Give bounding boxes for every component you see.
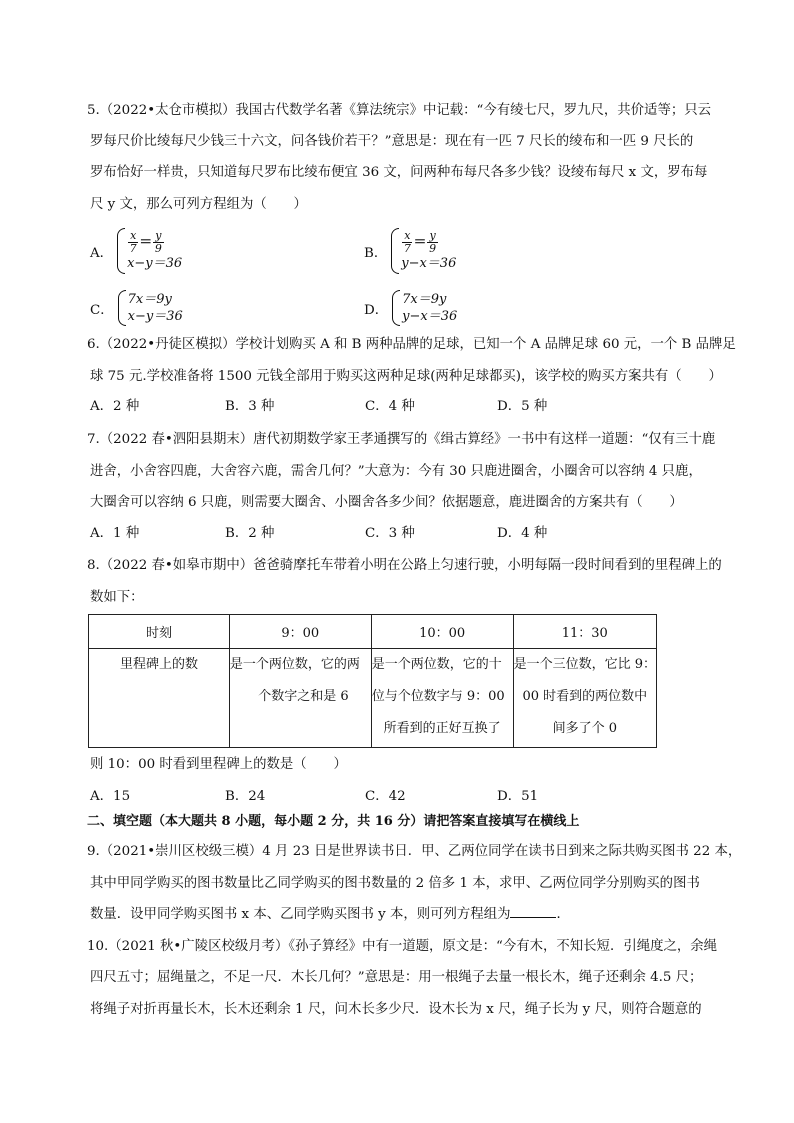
q5-line-3: 罗布恰好一样贵，只知道每尺罗布比绫布便宜 36 文，问两种布每尺各多少钱？设绫布每尺 x 文，罗布每 — [90, 165, 708, 180]
equation-1: $\frac{x}{7}$ ＝ $\frac{y}{9}$ — [129, 229, 162, 255]
q9-line-1: 9.（2021•崇川区校级三模）4 月 23 日是世界读书日．甲、乙两位同学在读书日到来之际共购买图书 22 本， — [87, 844, 742, 859]
table-header: 9：00 — [229, 615, 371, 649]
option-label: A． — [90, 245, 114, 261]
table-cell: 是一个三位数，它比 9： 00 时看到的两位数中 间多了个 0 — [513, 649, 656, 748]
q5-line-2: 罗每尺价比绫每尺少钱三十六文，问各钱价若干？”意思是：现在有一匹 7 尺长的绫布和一匹 9 尺长的 — [90, 134, 694, 149]
q7-option-d[interactable]: D．4 种 — [497, 526, 548, 541]
section-heading: 二、填空题（本大题共 8 小题，每小题 2 分，共 16 分）请把答案直接填写在横线上 — [87, 814, 580, 829]
q5-option-c[interactable] — [90, 290, 183, 326]
option-label: B． — [364, 245, 388, 261]
brace-icon — [391, 228, 399, 274]
q6-option-a[interactable]: A．2 种 — [90, 399, 140, 414]
q8-line-2: 数如下： — [90, 590, 144, 605]
q8-option-c[interactable]: C．42 — [365, 789, 406, 804]
q6-option-c[interactable]: C．4 种 — [365, 399, 415, 414]
equation-2: y−x＝36 — [401, 256, 457, 271]
q6-line-1: 6.（2022•丹徒区模拟）学校计划购买 A 和 B 两种品牌的足球，已知一个 A 品牌足球 60 元，一个 B 品牌足 — [87, 337, 736, 352]
q7-option-a[interactable]: A．1 种 — [90, 526, 140, 541]
milestone-table — [88, 614, 657, 748]
q5-option-d[interactable] — [364, 290, 457, 326]
equation-2: y−x＝36 — [402, 309, 458, 324]
brace-icon — [118, 290, 126, 326]
q5-option-a[interactable] — [90, 228, 182, 274]
answer-blank[interactable] — [510, 905, 556, 918]
q9-line-3: 数量．设甲同学购买图书 x 本、乙同学购买图书 y 本，则可列方程组为 ． — [90, 907, 570, 922]
q7-line-3: 大圈舍可以容纳 6 只鹿，则需要大圈舍、小圈舍各多少间？依据题意，鹿进圈舍的方案共有（ ） — [90, 495, 683, 510]
q7-option-b[interactable]: B．2 种 — [225, 526, 275, 541]
q5-line-4: 尺 y 文，那么可列方程组为（ ） — [90, 197, 307, 212]
table-header: 10：00 — [371, 615, 513, 649]
q8-option-a[interactable]: A．15 — [90, 789, 131, 804]
option-label: C． — [90, 302, 114, 318]
q8-option-d[interactable]: D．51 — [497, 789, 539, 804]
q5-option-b[interactable] — [364, 228, 456, 274]
table-cell: 是一个两位数，它的两 个数字之和是 6 — [229, 649, 371, 748]
equation-1: 7x＝9y — [127, 292, 172, 307]
table-header: 11：30 — [513, 615, 656, 649]
table-row-label: 里程碑上的数 — [89, 649, 230, 748]
q10-line-2: 四尺五寸；屈绳量之，不足一尺．木长几何？”意思是：用一根绳子去量一根长木，绳子还剩余 4.5 尺； — [90, 970, 703, 985]
q10-line-1: 10.（2021 秋•广陵区校级月考）《孙子算经》中有一道题，原文是：“今有木，不知长短．引绳度之，余绳 — [87, 939, 718, 954]
q7-line-2: 进舍，小舍容四鹿，大舍容六鹿，需舍几何？”大意为：今有 30 只鹿进圈舍，小圈舍可以容纳 4 只鹿， — [90, 464, 702, 479]
q10-line-3: 将绳子对折再量长木，长木还剩余 1 尺，问木长多少尺．设木长为 x 尺，绳子长为 y 尺，则符合题意的 — [90, 1002, 702, 1017]
q6-line-2: 球 75 元.学校准备将 1500 元钱全部用于购买这两种足球(两种足球都买)，该学校的购买方案共有（ ） — [90, 369, 722, 384]
equation-2: x−y＝36 — [127, 309, 183, 324]
equation-1: 7x＝9y — [402, 292, 447, 307]
q6-option-d[interactable]: D．5 种 — [497, 399, 548, 414]
q9-line-2: 其中甲同学购买的图书数量比乙同学购买的图书数量的 2 倍多 1 本，求甲、乙两位同学分别购买的图书 — [90, 876, 700, 891]
option-label: D． — [364, 302, 389, 318]
q7-option-c[interactable]: C．3 种 — [365, 526, 415, 541]
q7-line-1: 7.（2022 春•泗阳县期末）唐代初期数学家王孝通撰写的《缉古算经》一书中有这样一道题：“仅有三十鹿 — [87, 432, 716, 447]
brace-icon — [117, 228, 125, 274]
q6-option-b[interactable]: B．3 种 — [225, 399, 275, 414]
q5-line-1: 5.（2022•太仓市模拟）我国古代数学名著《算法统宗》中记载：“今有绫七尺，罗九尺，共价适等；只云 — [87, 103, 712, 118]
table-cell: 是一个两位数，它的十 位与个位数字与 9：00 所看到的正好互换了 — [371, 649, 513, 748]
equation-2: x−y＝36 — [127, 256, 183, 271]
q8-option-b[interactable]: B．24 — [225, 789, 266, 804]
q8-line-1: 8.（2022 春•如皋市期中）爸爸骑摩托车带着小明在公路上匀速行驶，小明每隔一段时间看到的里程碑上的 — [87, 558, 722, 573]
q8-question: 则 10：00 时看到里程碑上的数是（ ） — [90, 757, 347, 772]
equation-1: $\frac{x}{7}$ ＝ $\frac{y}{9}$ — [403, 229, 437, 255]
table-header: 时刻 — [89, 615, 230, 649]
brace-icon — [392, 290, 400, 326]
